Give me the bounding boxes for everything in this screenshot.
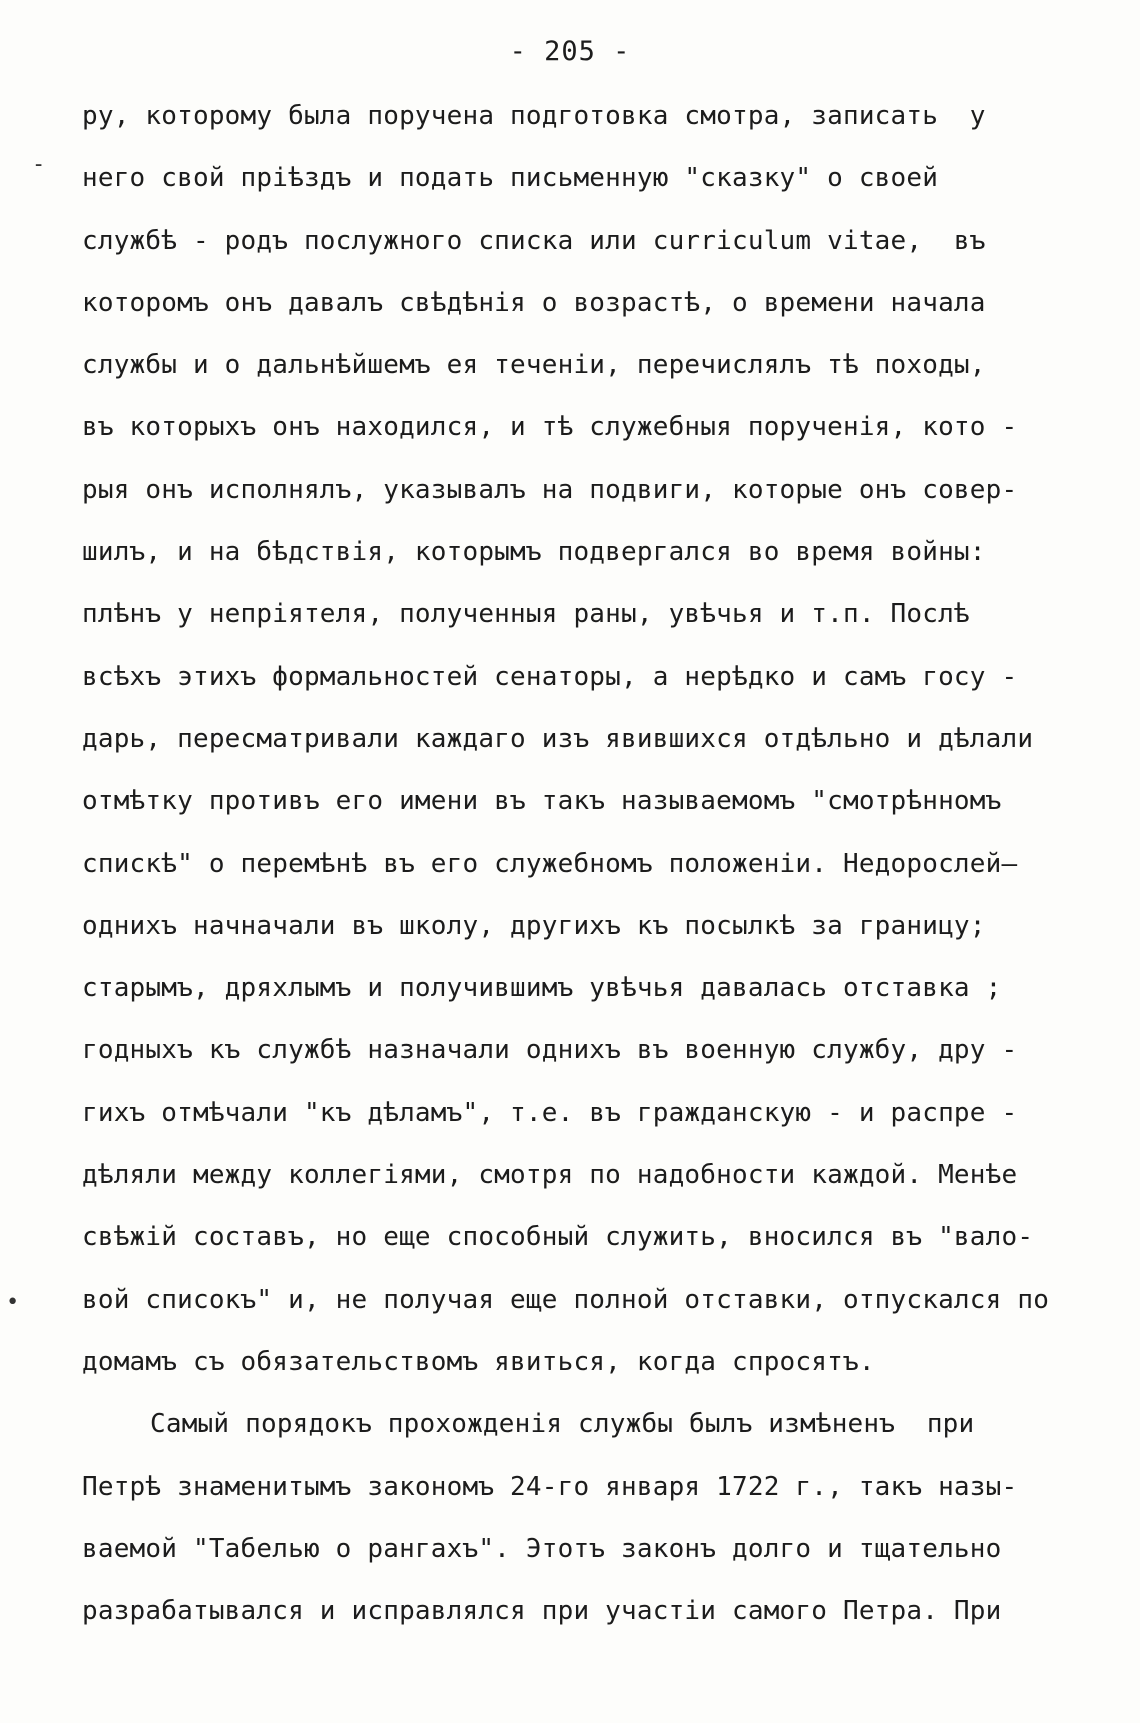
text-line: дѣляли между коллегiями, смотря по надобности каждой. Менѣе: [82, 1160, 1018, 1191]
typewritten-text-body: [82, 96, 1072, 1653]
text-line: годныхъ къ службѣ назначали однихъ въ военную службу, дру -: [82, 1035, 1018, 1066]
text-line: ваемой "Табелью о рангахъ". Этотъ законъ долго и тщательно: [82, 1533, 1002, 1564]
text-line: свѣжiй составъ, но еще способный служить, вносился въ "вало-: [82, 1222, 1034, 1253]
text-line: дарь, пересматривали каждаго изъ явившихся отдѣльно и дѣлали: [82, 723, 1034, 754]
text-line: которомъ онъ давалъ свѣдѣнiя о возрастѣ, о времени начала: [82, 287, 986, 318]
text-line: рыя онъ исполнялъ, указывалъ на подвиги, которые онъ совер-: [82, 474, 1018, 505]
text-line: плѣнъ у непрiятеля, полученныя раны, увѣчья и т.п. Послѣ: [82, 599, 970, 630]
text-line: вой списокъ" и, не получая еще полной отставки, отпускался по: [82, 1284, 1050, 1315]
text-line: спискѣ" о перемѣнѣ въ его служебномъ положенiи. Недорослей—: [82, 848, 1018, 879]
paragraph-first-line: Самый порядокъ прохожденiя службы былъ измѣненъ при: [150, 1409, 975, 1440]
text-line: однихъ начначали въ школу, другихъ къ посылкѣ за границу;: [82, 910, 986, 941]
text-line: отмѣтку противъ его имени въ такъ называемомъ "смотрѣнномъ: [82, 786, 1002, 817]
text-line: службы и о дальнѣйшемъ ея теченiи, перечислялъ тѣ походы,: [82, 350, 986, 381]
text-line: Петрѣ знаменитымъ закономъ 24-го января 1722 г., такъ назы-: [82, 1471, 1018, 1502]
text-line: шилъ, и на бѣдствiя, которымъ подвергался во время войны:: [82, 537, 986, 568]
text-line: домамъ съ обязательствомъ явиться, когда спросятъ.: [82, 1346, 875, 1377]
text-line: ру, которому была поручена подготовка смотра, записать у: [82, 101, 986, 131]
margin-dash-mark: -: [32, 152, 46, 177]
text-line: него свой прiѣздъ и подать письменную "сказку" о своей: [82, 163, 939, 194]
text-line: разрабатывался и исправлялся при участiи самого Петра. При: [82, 1596, 1002, 1627]
text-line: старымъ, дряхлымъ и получившимъ увѣчья давалась отставка ;: [82, 973, 1002, 1004]
text-line: гихъ отмѣчали "къ дѣламъ", т.е. въ гражданскую - и распре -: [82, 1097, 1018, 1128]
text-line: въ которыхъ онъ находился, и тѣ служебныя порученiя, кото -: [82, 412, 1018, 443]
text-line: службѣ - родъ послужного списка или curriculum vitae, въ: [82, 225, 986, 256]
text-line: всѣхъ этихъ формальностей сенаторы, а нерѣдко и самъ госу -: [82, 661, 1018, 692]
margin-dot-mark: •: [6, 1290, 20, 1315]
page-number: - 205 -: [509, 36, 631, 67]
